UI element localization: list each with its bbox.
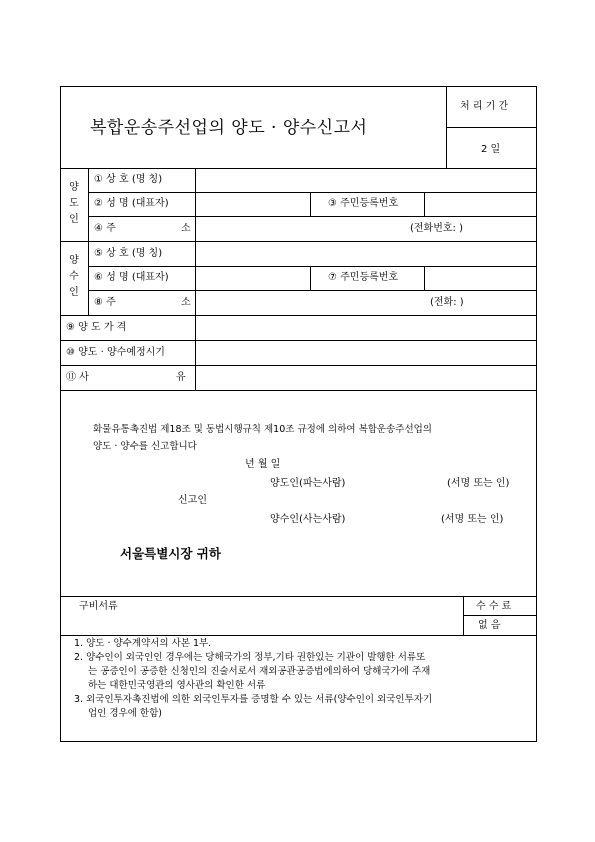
input-transferee-address[interactable] [196,291,536,315]
required-doc-2: 2. 양수인이 외국인인 경우에는 당해국가의 정부,기타 권한있는 기관이 발행한 서류또 [74,652,426,663]
label-rep-name: ② 성 명 (대표자) [94,198,169,209]
label-address-2-so: 소 [181,297,191,308]
input-transferee-resident-number[interactable] [425,267,536,290]
rule-period-left [446,86,447,168]
input-transferor-trade-name[interactable] [196,169,536,192]
rule-period-mid [446,127,537,128]
required-docs-label: 구비서류 [79,601,118,612]
label-address: ④ 주 [94,223,116,234]
label-rep-name-2: ⑥ 성 명 (대표자) [94,272,169,283]
applicant-label: 신고인 [178,495,207,506]
rule [88,168,89,315]
input-reason[interactable] [196,366,536,390]
label-trade-name: ① 상 호 (명 칭) [94,174,163,185]
required-doc-3-cont: 업인 경우에 한함) [88,708,162,719]
input-transferor-address[interactable] [196,217,536,241]
label-reason: ⑪ 사 [66,372,89,383]
label-address-2: ⑧ 주 [94,297,116,308]
input-transfer-date[interactable] [196,341,536,365]
transferor-side-label: 양도인 [69,182,79,225]
label-address-so: 소 [181,223,191,234]
rule [60,596,537,597]
label-resident-number: ③ 주민등록번호 [328,198,399,209]
input-transferor-resident-number[interactable] [425,193,536,216]
rule [60,635,537,636]
declaration-line-2: 양도 · 양수를 신고합니다 [93,441,197,452]
addressee: 서울특별시장 귀하 [120,546,221,561]
transferee-phone: (전화: ) [430,297,464,308]
label-transfer-price: ⑨ 양 도 가 격 [66,322,127,333]
transferor-sign-label: 양도인(파는사람) [270,478,346,489]
rule [310,266,311,290]
label-reason-yu: 유 [176,372,186,383]
fee-label: 수 수 료 [476,601,512,612]
label-trade-name-2: ⑤ 상 호 (명 칭) [94,248,163,259]
transferee-side-label: 양수인 [69,255,79,298]
required-doc-1: 1. 양도 · 양수계약서의 사본 1부. [74,638,212,649]
input-transferee-rep-name[interactable] [196,267,310,290]
declaration-line-1: 화물유통촉진법 제18조 및 동법시행규칙 제10조 규정에 의하여 복합운송주선업의 [93,424,432,435]
rule [60,390,537,391]
input-transferee-trade-name[interactable] [196,242,536,266]
rule [463,615,537,616]
input-transfer-price[interactable] [196,316,536,340]
form-title: 복합운송주선업의 양도 · 양수신고서 [90,118,368,138]
rule [310,192,311,216]
transferee-sign-label: 양수인(사는사람) [270,514,346,525]
transferor-sign-field[interactable]: (서명 또는 인) [447,478,510,489]
input-transferor-rep-name[interactable] [196,193,310,216]
transferor-phone: (전화번호: ) [410,223,463,234]
label-transfer-date: ⑩ 양도 · 양수예정시기 [66,347,165,358]
required-doc-3: 3. 외국인투자촉진법에 의한 외국인투자를 증명할 수 있는 서류(양수인이 외국인투자기 [74,694,433,705]
required-doc-2-cont: 는 공증인이 공증한 신청인의 진술서로서 재외공관공증법에의하여 당해국가에 주재 [88,666,431,677]
fee-value: 없 음 [478,620,501,631]
processing-period-label: 처 리 기 간 [460,101,509,112]
processing-period-value: 2 일 [481,144,501,155]
required-doc-2-cont2: 하는 대한민국영관의 영사관의 확인한 서류 [88,680,266,691]
rule [463,596,464,635]
transferee-sign-field[interactable]: (서명 또는 인) [441,514,504,525]
label-resident-number-2: ⑦ 주민등록번호 [328,272,399,283]
declaration-date: 년 월 일 [245,459,281,470]
